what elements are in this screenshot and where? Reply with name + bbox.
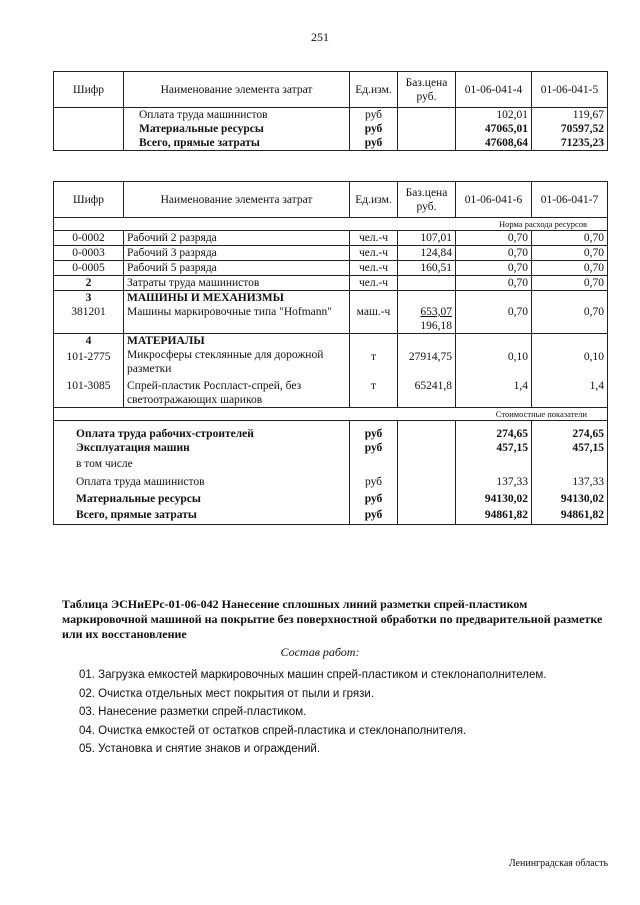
page-number: 251	[311, 30, 329, 44]
row-code	[54, 136, 124, 151]
totals-row	[54, 490, 608, 507]
cost-label-row	[54, 408, 608, 421]
empty-cell	[398, 455, 456, 473]
row-price: 65241,8	[398, 376, 456, 408]
row-unit: чел.-ч	[350, 231, 398, 246]
section-title: МАТЕРИАЛЫ	[127, 335, 205, 347]
total-value1	[456, 455, 532, 473]
header-unit: Ед.изм.	[350, 182, 398, 218]
row-name: Оплата труда машинистов	[124, 108, 350, 123]
total-value2: 274,65	[532, 421, 608, 442]
total-unit: руб	[350, 473, 398, 490]
row-price	[398, 122, 456, 136]
table-row	[54, 122, 608, 136]
table-row	[54, 136, 608, 151]
totals-row	[54, 421, 608, 442]
row-unit: руб	[350, 122, 398, 136]
item-price-2: 196,18	[420, 320, 452, 332]
table-row	[54, 276, 608, 291]
row-value1: 102,01	[456, 108, 532, 123]
row-code: 101-3085	[54, 376, 124, 408]
total-value2: 457,15	[532, 441, 608, 455]
section-code: 3	[85, 292, 92, 304]
section-code: 4	[85, 335, 92, 347]
table-row	[54, 261, 608, 276]
row-unit: руб	[350, 108, 398, 123]
row-name: Затраты труда машинистов	[124, 276, 350, 291]
row-value1: 1,4	[456, 376, 532, 408]
row-code: 0-0002	[54, 231, 124, 246]
works-title: Состав работ:	[280, 645, 360, 659]
row-price	[398, 276, 456, 291]
item-code: 381201	[71, 306, 106, 318]
header-col2: 01-06-041-7	[532, 182, 608, 218]
table-row	[54, 376, 608, 408]
total-unit: руб	[350, 490, 398, 507]
row-code: 0-0005	[54, 261, 124, 276]
item-name: Машины маркировочные типа "Hofmann"	[127, 306, 332, 318]
row-unit: чел.-ч	[350, 276, 398, 291]
table-row	[54, 231, 608, 246]
row-value2: 71235,23	[532, 136, 608, 151]
item-unit: маш.-ч	[350, 291, 398, 334]
row-name: Рабочий 3 разряда	[124, 246, 350, 261]
total-name: в том числе	[54, 455, 350, 473]
empty-cell	[398, 490, 456, 507]
list-item: 03. Нанесение разметки спрей-пластиком.	[79, 706, 307, 718]
total-value2: 137,33	[532, 473, 608, 490]
empty-cell	[398, 421, 456, 442]
item-price-1: 653,07	[420, 306, 452, 318]
item-value1: 0,70	[456, 291, 532, 334]
row-value1: 0,70	[456, 276, 532, 291]
norm-label: Норма расхода ресурсов	[54, 218, 608, 231]
cost-table-041-4-5	[53, 71, 608, 151]
totals-row	[54, 441, 608, 455]
row-value2: 1,4	[532, 376, 608, 408]
row-name: Всего, прямые затраты	[124, 136, 350, 151]
total-name: Материальные ресурсы	[54, 490, 350, 507]
materials-section	[54, 334, 608, 377]
header-code: Шифр	[54, 72, 124, 108]
cost-label: Стоимостные показатели	[54, 408, 608, 421]
total-value1: 94861,82	[456, 507, 532, 524]
works-list	[79, 666, 609, 759]
row-price: 160,51	[398, 261, 456, 276]
header-base-price: Баз.цена руб.	[398, 72, 456, 108]
row-value1: 0,70	[456, 231, 532, 246]
row-value2: 0,70	[532, 246, 608, 261]
row-name: Рабочий 2 разряда	[124, 231, 350, 246]
section-title: МАШИНЫ И МЕХАНИЗМЫ	[127, 292, 284, 304]
row-name: Рабочий 5 разряда	[124, 261, 350, 276]
row-value1: 47608,64	[456, 136, 532, 151]
row-price	[398, 136, 456, 151]
table-row	[54, 108, 608, 123]
row-value1: 0,70	[456, 261, 532, 276]
total-value2	[532, 455, 608, 473]
empty-cell	[398, 473, 456, 490]
header-col1: 01-06-041-6	[456, 182, 532, 218]
list-item: 05. Установка и снятие знаков и ограждений.	[79, 743, 321, 755]
row-unit: руб	[350, 136, 398, 151]
total-name: Всего, прямые затраты	[54, 507, 350, 524]
header-unit: Ед.изм.	[350, 72, 398, 108]
header-name: Наименование элемента затрат	[124, 72, 350, 108]
list-item: 01. Загрузка емкостей маркировочных машин спрей-пластиком и стеклонаполнителем.	[79, 669, 547, 681]
row-code	[54, 122, 124, 136]
totals-row	[54, 455, 608, 473]
item-value1: 0,10	[456, 334, 532, 377]
norm-label-row	[54, 218, 608, 231]
header-base-price: Баз.цена руб.	[398, 182, 456, 218]
total-value1: 94130,02	[456, 490, 532, 507]
total-value1: 274,65	[456, 421, 532, 442]
item-value2: 0,70	[532, 291, 608, 334]
list-item: 04. Очистка емкостей от остатков спрей-пластика и стеклонаполнителя.	[79, 724, 467, 737]
totals-row	[54, 473, 608, 490]
row-code: 2	[54, 276, 124, 291]
total-unit	[350, 455, 398, 473]
total-value2: 94861,82	[532, 507, 608, 524]
row-value2: 0,70	[532, 231, 608, 246]
total-value1: 137,33	[456, 473, 532, 490]
header-col2: 01-06-041-5	[532, 72, 608, 108]
total-unit: руб	[350, 441, 398, 455]
row-value2: 0,70	[532, 261, 608, 276]
row-value2: 70597,52	[532, 122, 608, 136]
row-price: 107,01	[398, 231, 456, 246]
total-unit: руб	[350, 421, 398, 442]
row-unit: чел.-ч	[350, 261, 398, 276]
row-unit: чел.-ч	[350, 246, 398, 261]
row-code	[54, 108, 124, 123]
row-code: 0-0003	[54, 246, 124, 261]
item-code: 101-2775	[66, 351, 111, 363]
total-unit: руб	[350, 507, 398, 524]
list-item: 02. Очистка отдельных мест покрытия от пыли и грязи.	[79, 687, 375, 700]
machines-section	[54, 291, 608, 334]
row-value2: 119,67	[532, 108, 608, 123]
table-title: Таблица ЭСНиЕРс-01-06-042 Нанесение сплошных линий разметки спрей-пластиком маркировочной машиной на покрытие без поверхностной обработки по предварительной разметке или их восстановление	[62, 597, 603, 641]
row-name: Спрей-пластик Роспласт-спрей, без светоотражающих шариков	[124, 376, 350, 408]
footer-region: Ленинградская область	[508, 858, 608, 869]
item-price: 27914,75	[398, 334, 456, 377]
total-value2: 94130,02	[532, 490, 608, 507]
total-name: Оплата труда рабочих-строителей	[54, 421, 350, 442]
table-header-row	[54, 182, 608, 218]
row-unit: т	[350, 376, 398, 408]
total-name: Эксплуатация машин	[54, 441, 350, 455]
resource-table-041-6-7	[53, 181, 608, 525]
header-code: Шифр	[54, 182, 124, 218]
row-value2: 0,70	[532, 276, 608, 291]
item-unit: т	[350, 334, 398, 377]
row-value1: 0,70	[456, 246, 532, 261]
header-name: Наименование элемента затрат	[124, 182, 350, 218]
row-price	[398, 108, 456, 123]
empty-cell	[398, 507, 456, 524]
table-header-row	[54, 72, 608, 108]
header-col1: 01-06-041-4	[456, 72, 532, 108]
row-name: Материальные ресурсы	[124, 122, 350, 136]
totals-row	[54, 507, 608, 524]
total-name: Оплата труда машинистов	[54, 473, 350, 490]
row-value1: 47065,01	[456, 122, 532, 136]
item-name: Микросферы стеклянные для дорожной разметки	[127, 349, 324, 375]
table-row	[54, 246, 608, 261]
total-value1: 457,15	[456, 441, 532, 455]
item-value2: 0,10	[532, 334, 608, 377]
empty-cell	[398, 441, 456, 455]
row-price: 124,84	[398, 246, 456, 261]
